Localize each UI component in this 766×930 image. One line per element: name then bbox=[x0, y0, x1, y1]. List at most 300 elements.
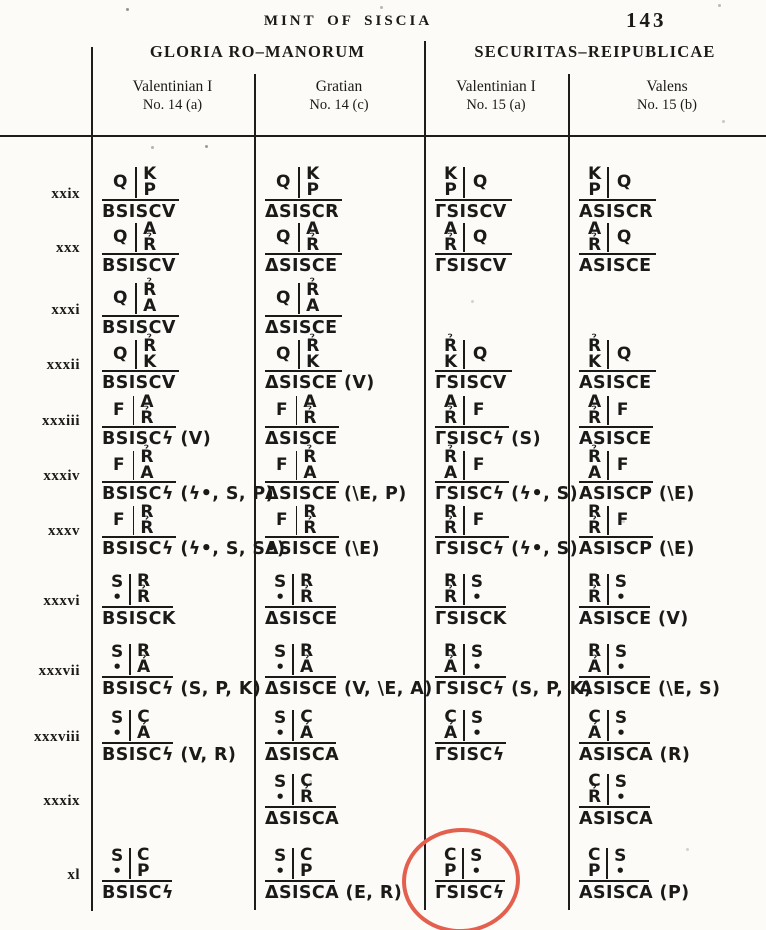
exergue-legend bbox=[579, 609, 689, 629]
field-mark: A bbox=[143, 295, 157, 316]
field-mark: C bbox=[444, 707, 457, 727]
field-mark-group bbox=[131, 641, 156, 677]
exergue-text: ΔSISCE bbox=[265, 318, 338, 338]
exergue-text: ΔSISCE bbox=[265, 429, 338, 449]
exergue-legend bbox=[102, 373, 176, 393]
field-mark: K bbox=[444, 351, 458, 372]
exergue-variants: (ϟ•, S, P) bbox=[173, 484, 274, 504]
mintmark-cell bbox=[254, 392, 424, 451]
field-mark: Q bbox=[113, 171, 128, 192]
exergue-legend bbox=[579, 745, 690, 765]
field-marks bbox=[435, 336, 512, 372]
mintmark-cell bbox=[254, 336, 424, 395]
field-mark: R̉ bbox=[444, 336, 458, 356]
field-mark: S bbox=[111, 707, 124, 728]
field-mark: S bbox=[470, 845, 483, 866]
field-marks bbox=[265, 643, 336, 678]
field-marks bbox=[265, 447, 339, 483]
field-mark: A bbox=[306, 219, 320, 239]
exergue-variants: (ϟ•, S) bbox=[504, 539, 579, 559]
mintmark-cell bbox=[424, 392, 568, 451]
field-mark-group bbox=[131, 845, 155, 881]
exergue-text: ΔSISCA bbox=[265, 883, 340, 903]
field-mark-group bbox=[294, 571, 319, 607]
field-mark: R̉ bbox=[306, 336, 320, 356]
field-mark: R̉ bbox=[299, 586, 314, 607]
exergue-legend bbox=[579, 373, 651, 393]
exergue-variants: (V) bbox=[173, 429, 212, 449]
field-mark-group bbox=[609, 707, 633, 743]
field-mark-group bbox=[438, 571, 463, 607]
exergue-legend bbox=[579, 429, 651, 449]
field-mark-group bbox=[268, 845, 292, 881]
field-mark: Q bbox=[616, 226, 632, 247]
exergue-legend bbox=[102, 484, 274, 504]
field-mark: A bbox=[303, 392, 317, 412]
exergue-text: ΓSISCϟ bbox=[435, 429, 505, 449]
exergue-text: BSISCV bbox=[102, 373, 176, 393]
field-marks bbox=[579, 773, 650, 808]
field-mark-group bbox=[609, 571, 633, 607]
exergue-legend bbox=[102, 609, 176, 629]
empty-cell bbox=[91, 767, 254, 831]
field-mark: P bbox=[444, 179, 457, 200]
exergue-legend bbox=[435, 609, 507, 629]
field-mark-group bbox=[300, 280, 325, 316]
exergue-legend bbox=[435, 256, 507, 276]
field-mark-group bbox=[582, 164, 607, 200]
exergue-variants: (V, R) bbox=[173, 745, 237, 765]
field-mark-group bbox=[105, 396, 133, 425]
field-mark: Q bbox=[472, 226, 488, 247]
exergue-legend bbox=[265, 745, 339, 765]
column-header-valentinian-15a bbox=[424, 77, 568, 115]
field-mark-group bbox=[438, 641, 463, 677]
field-mark: R̉ bbox=[444, 586, 458, 607]
field-mark: R̉ bbox=[143, 280, 157, 300]
field-mark: K bbox=[306, 164, 320, 184]
mintmark-cell bbox=[568, 502, 766, 561]
mintmark-cell bbox=[424, 502, 579, 561]
row-label: xxxv bbox=[48, 523, 80, 539]
exergue-text: ΔSISCE bbox=[265, 679, 338, 699]
field-mark: • bbox=[471, 862, 482, 881]
field-mark: Q bbox=[616, 343, 632, 364]
field-mark: • bbox=[616, 658, 626, 677]
exergue-legend bbox=[579, 256, 651, 276]
field-mark-group bbox=[465, 396, 493, 425]
exergue-variants: (\E, P) bbox=[337, 484, 407, 504]
exergue-text: ΓSISCϟ bbox=[435, 745, 505, 765]
field-mark: F bbox=[616, 509, 629, 530]
exergue-text: ΓSISCϟ bbox=[435, 883, 505, 903]
mintmark-cell bbox=[568, 561, 766, 631]
exergue-text: ΔSISCA bbox=[265, 745, 340, 765]
field-mark: S bbox=[111, 641, 124, 662]
exergue-legend bbox=[102, 745, 236, 765]
field-mark: P bbox=[136, 860, 150, 881]
field-mark-group bbox=[294, 771, 319, 807]
field-marks bbox=[435, 219, 512, 255]
field-mark-group bbox=[465, 707, 489, 743]
exergue-text: ASISCE bbox=[579, 609, 652, 629]
field-marks bbox=[265, 282, 342, 317]
exergue-variants: (S) bbox=[504, 429, 541, 449]
field-marks bbox=[435, 573, 506, 608]
field-marks bbox=[265, 773, 336, 808]
field-mark: F bbox=[113, 399, 125, 420]
field-mark: • bbox=[472, 724, 482, 743]
exergue-text: ASISCE bbox=[579, 429, 652, 449]
row-label: xl bbox=[67, 867, 80, 883]
mintmark-cell bbox=[568, 767, 766, 831]
exergue-legend bbox=[102, 883, 174, 903]
field-mark-group bbox=[609, 223, 639, 252]
exergue-variants: (\E) bbox=[652, 484, 695, 504]
field-mark: Q bbox=[276, 287, 291, 308]
field-marks bbox=[579, 847, 649, 882]
field-mark-group bbox=[268, 571, 292, 607]
field-marks bbox=[579, 709, 650, 744]
field-mark-group bbox=[609, 506, 637, 535]
exergue-variants: (P) bbox=[653, 883, 690, 903]
field-mark-group bbox=[105, 641, 129, 677]
field-mark-group bbox=[297, 502, 322, 538]
exergue-legend bbox=[265, 883, 402, 903]
field-mark: • bbox=[275, 658, 285, 677]
field-marks bbox=[579, 573, 650, 608]
field-mark-group bbox=[105, 167, 135, 198]
field-mark: R bbox=[444, 641, 458, 661]
field-mark: P bbox=[588, 860, 601, 881]
field-mark: R̉ bbox=[588, 786, 602, 807]
field-marks bbox=[102, 643, 173, 678]
field-mark-group bbox=[268, 641, 292, 677]
field-mark: Q bbox=[113, 287, 128, 308]
mintmark-cell bbox=[424, 561, 568, 631]
mintmark-cell bbox=[91, 447, 274, 506]
row-label: xxxviii bbox=[33, 729, 80, 745]
exergue-text: ΓSISCϟ bbox=[435, 484, 505, 504]
exergue-text: ASISCE bbox=[579, 373, 652, 393]
mintmark-cell bbox=[254, 278, 424, 340]
mintmark-cell bbox=[91, 831, 254, 905]
field-mark: S bbox=[614, 641, 628, 662]
field-mark-group bbox=[137, 164, 162, 200]
field-mark: R̉ bbox=[306, 280, 320, 300]
exergue-text: ΓSISCϟ bbox=[435, 539, 505, 559]
field-mark: R̉ bbox=[303, 517, 317, 538]
field-mark: P bbox=[588, 179, 601, 200]
field-marks bbox=[579, 336, 656, 372]
field-mark-group bbox=[465, 506, 493, 535]
exergue-legend bbox=[102, 256, 176, 276]
column-ruler-name: Valens bbox=[646, 78, 688, 95]
field-mark-group bbox=[294, 845, 318, 881]
field-mark-group bbox=[438, 164, 463, 200]
field-mark-group bbox=[268, 167, 298, 198]
exergue-text: BSISCϟ bbox=[102, 883, 174, 903]
field-marks bbox=[265, 709, 336, 744]
field-marks bbox=[102, 219, 179, 255]
group-header-securitas-reipublicae: SECURITAS–REIPUBLICAE bbox=[474, 42, 716, 61]
scan-speckles bbox=[126, 8, 129, 11]
field-mark: P bbox=[299, 860, 313, 881]
field-mark: C bbox=[300, 771, 313, 791]
field-mark: A bbox=[588, 219, 602, 239]
field-marks bbox=[265, 573, 336, 608]
mintmark-cell bbox=[424, 701, 568, 767]
exergue-legend bbox=[265, 679, 433, 699]
exergue-text: ASISCE bbox=[579, 256, 652, 276]
exergue-variants: (\E) bbox=[337, 539, 380, 559]
exergue-legend bbox=[102, 318, 176, 338]
mintmark-cell bbox=[254, 447, 424, 506]
column-type-number: No. 14 (a) bbox=[142, 97, 203, 113]
field-mark-group bbox=[582, 771, 607, 807]
field-mark: R̉ bbox=[588, 586, 602, 607]
field-mark-group bbox=[582, 641, 607, 677]
field-mark: R̉ bbox=[588, 234, 602, 255]
field-mark: Ả bbox=[588, 722, 602, 743]
field-mark-group bbox=[438, 219, 463, 255]
column-type-number: No. 14 (c) bbox=[309, 97, 369, 113]
field-mark: K bbox=[143, 351, 157, 372]
field-mark: K bbox=[143, 164, 157, 184]
field-mark: Q bbox=[276, 171, 291, 192]
field-mark: S bbox=[111, 571, 124, 592]
mintmark-cell bbox=[254, 831, 424, 905]
field-mark: • bbox=[616, 724, 626, 743]
row-label: xxxiv bbox=[43, 468, 80, 484]
exergue-legend bbox=[265, 256, 337, 276]
field-mark: • bbox=[616, 788, 626, 807]
exergue-legend bbox=[265, 373, 375, 393]
exergue-text: ASISCP bbox=[579, 539, 653, 559]
mintmark-cell bbox=[91, 502, 286, 561]
exergue-legend bbox=[102, 429, 211, 449]
row-label: xxx bbox=[56, 240, 80, 256]
field-mark: R̉ bbox=[444, 407, 458, 428]
field-mark: C bbox=[136, 845, 150, 865]
field-mark-group bbox=[300, 164, 325, 200]
field-mark: R̉ bbox=[143, 336, 157, 356]
field-mark: S bbox=[274, 845, 287, 866]
exergue-text: ΔSISCE bbox=[265, 609, 338, 629]
page-number: 143 bbox=[626, 8, 667, 32]
exergue-text: BSISCV bbox=[102, 318, 176, 338]
field-mark: F bbox=[113, 509, 125, 530]
field-mark-group bbox=[300, 219, 325, 255]
field-mark: S bbox=[470, 571, 484, 592]
field-mark-group bbox=[582, 392, 607, 428]
mintmark-cell bbox=[91, 701, 254, 767]
field-marks bbox=[579, 643, 650, 678]
running-head: MINT OF SISCIA bbox=[263, 13, 433, 29]
field-mark: R̉ bbox=[444, 517, 458, 538]
field-mark: P bbox=[444, 860, 457, 881]
field-mark: R bbox=[588, 502, 602, 522]
column-header-valens-15b bbox=[568, 77, 766, 115]
exergue-legend bbox=[435, 539, 578, 559]
field-mark-group bbox=[438, 707, 463, 743]
field-mark: • bbox=[112, 724, 122, 743]
exergue-legend bbox=[579, 883, 690, 903]
field-mark-group bbox=[609, 396, 637, 425]
field-mark-group bbox=[268, 396, 296, 425]
group-header-gloria-romanorum: GLORIA RO–MANORUM bbox=[149, 42, 366, 61]
field-marks bbox=[102, 847, 172, 882]
mintmark-cell bbox=[568, 447, 766, 506]
field-mark-group bbox=[582, 502, 607, 538]
field-marks bbox=[435, 392, 509, 428]
field-mark: K bbox=[588, 351, 602, 372]
field-mark-group bbox=[438, 392, 463, 428]
field-mark: F bbox=[276, 399, 288, 420]
exergue-variants: (ϟ•, S) bbox=[504, 484, 579, 504]
field-mark: Q bbox=[113, 343, 128, 364]
field-mark: Q bbox=[276, 226, 291, 247]
field-mark: S bbox=[111, 845, 124, 866]
field-mark: A bbox=[444, 392, 458, 412]
exergue-legend bbox=[579, 484, 695, 504]
mintmark-cell bbox=[91, 392, 254, 451]
mintmark-table bbox=[0, 140, 766, 905]
field-mark: R bbox=[299, 571, 314, 591]
row-label: xxxix bbox=[43, 793, 80, 809]
field-mark: • bbox=[112, 658, 122, 677]
exergue-legend bbox=[265, 484, 407, 504]
field-mark-group bbox=[105, 283, 135, 314]
field-mark-group bbox=[105, 845, 129, 881]
field-mark-group bbox=[105, 707, 129, 743]
field-marks bbox=[102, 336, 179, 372]
exergue-legend bbox=[265, 539, 380, 559]
field-marks bbox=[102, 502, 176, 538]
field-mark: S bbox=[274, 641, 287, 662]
exergue-legend bbox=[435, 745, 505, 765]
field-mark: C bbox=[300, 707, 313, 727]
field-mark-group bbox=[134, 502, 159, 538]
field-mark: S bbox=[614, 571, 628, 592]
field-mark: R bbox=[140, 502, 154, 522]
mintmark-cell bbox=[568, 140, 766, 224]
field-mark: S bbox=[470, 641, 484, 662]
exergue-text: BSISCϟ bbox=[102, 539, 174, 559]
field-mark-group bbox=[105, 223, 135, 252]
mintmark-cell bbox=[91, 561, 254, 631]
field-mark-group bbox=[105, 451, 133, 480]
field-mark: F bbox=[616, 399, 629, 420]
field-mark-group bbox=[134, 447, 159, 483]
field-marks bbox=[435, 643, 506, 678]
field-marks bbox=[265, 219, 342, 255]
column-type-number: No. 15 (a) bbox=[466, 97, 526, 113]
mintmark-cell bbox=[424, 219, 568, 278]
exergue-text: ASISCR bbox=[579, 202, 653, 222]
field-marks bbox=[435, 502, 509, 538]
exergue-legend bbox=[265, 609, 337, 629]
field-marks bbox=[102, 282, 179, 317]
field-mark: C bbox=[444, 845, 457, 865]
field-mark: S bbox=[614, 845, 627, 866]
field-mark: R̉ bbox=[136, 586, 151, 607]
field-mark: R bbox=[444, 502, 458, 522]
exergue-legend bbox=[265, 429, 337, 449]
mintmark-cell bbox=[91, 336, 254, 395]
field-mark: Q bbox=[616, 171, 632, 192]
column-ruler-name: Valentinian I bbox=[132, 78, 213, 95]
field-mark: Q bbox=[472, 343, 488, 364]
exergue-variants: (V, \E, A) bbox=[337, 679, 433, 699]
field-mark-group bbox=[609, 641, 633, 677]
exergue-text: ASISCA bbox=[579, 883, 654, 903]
field-mark-group bbox=[297, 447, 322, 483]
field-mark-group bbox=[137, 280, 162, 316]
field-mark: R bbox=[299, 641, 314, 661]
field-mark: • bbox=[472, 588, 482, 607]
field-mark-group bbox=[582, 447, 607, 483]
field-mark: S bbox=[274, 707, 287, 728]
field-mark-group bbox=[268, 451, 296, 480]
mintmark-cell bbox=[568, 336, 766, 395]
field-mark-group bbox=[465, 571, 489, 607]
field-mark-group bbox=[268, 283, 298, 314]
field-marks bbox=[102, 573, 173, 608]
exergue-variants: (ϟ•, S, S•) bbox=[173, 539, 286, 559]
exergue-legend bbox=[579, 809, 653, 829]
mintmark-cell bbox=[568, 831, 766, 905]
field-mark: R̉ bbox=[303, 447, 317, 467]
exergue-text: BSISCϟ bbox=[102, 484, 174, 504]
field-mark: R̉ bbox=[140, 517, 154, 538]
exergue-variants: (S, P, K) bbox=[173, 679, 262, 699]
field-mark: • bbox=[616, 588, 626, 607]
field-mark-group bbox=[137, 219, 162, 255]
field-marks bbox=[579, 166, 656, 201]
field-mark: R̉ bbox=[299, 786, 314, 807]
mintmark-cell bbox=[254, 631, 433, 701]
field-marks bbox=[579, 502, 653, 538]
field-mark: F bbox=[276, 454, 288, 475]
field-mark-group bbox=[582, 707, 607, 743]
field-marks bbox=[102, 392, 176, 428]
field-mark: C bbox=[299, 845, 313, 865]
exergue-text: ΓSISCϟ bbox=[435, 679, 505, 699]
field-mark-group bbox=[609, 771, 633, 807]
exergue-text: BSISCV bbox=[102, 256, 176, 276]
field-mark-group bbox=[268, 771, 292, 807]
exergue-legend bbox=[265, 318, 337, 338]
exergue-variants: (E, R) bbox=[339, 883, 403, 903]
field-mark-group bbox=[608, 845, 632, 881]
field-mark: Ả bbox=[299, 656, 314, 677]
field-marks bbox=[102, 709, 173, 744]
field-mark-group bbox=[294, 641, 319, 677]
mintmark-cell bbox=[568, 701, 766, 767]
field-mark: Ả bbox=[299, 722, 314, 743]
field-mark-group bbox=[582, 845, 606, 881]
field-mark: R̉ bbox=[588, 407, 602, 428]
field-mark-group bbox=[582, 336, 607, 372]
column-ruler-name: Gratian bbox=[315, 78, 363, 95]
empty-cell bbox=[568, 278, 766, 340]
mintmark-cell bbox=[568, 392, 766, 451]
field-mark-group bbox=[609, 340, 639, 369]
mintmark-cell bbox=[424, 140, 568, 224]
field-mark-group bbox=[137, 336, 162, 372]
field-mark: R̉ bbox=[140, 447, 154, 467]
